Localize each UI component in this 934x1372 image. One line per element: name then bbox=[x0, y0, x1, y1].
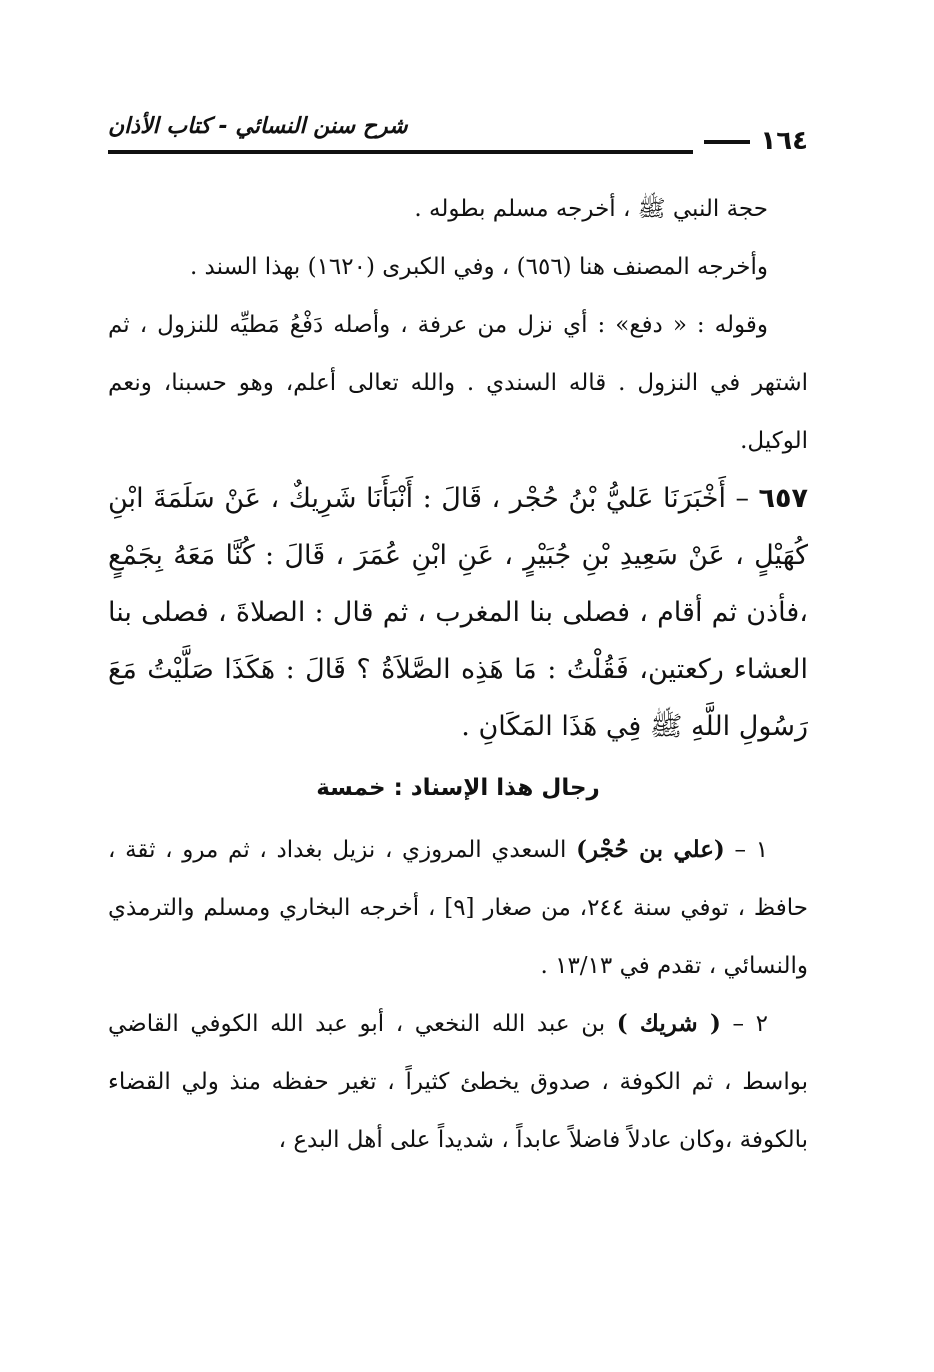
narrator-2-index: ٢ – bbox=[732, 1011, 768, 1037]
paragraph-2: وأخرجه المصنف هنا (٦٥٦) ، وفي الكبرى (١٦٢٠) بهذا السند . bbox=[189, 254, 768, 280]
narrator-2-name: ( شريك ) bbox=[616, 1010, 721, 1037]
narrator-1 bbox=[108, 821, 808, 995]
paragraph-1: حجة النبي ﷺ ، أخرجه مسلم بطوله . bbox=[414, 196, 768, 222]
narrator-2-text: بن عبد الله النخعي ، أبو عبد الله الكوفي القاضي بواسط ، ثم الكوفة ، صدوق يخطئ كثيراً ، تغير حفظه منذ ولي القضاء بالكوفة ،وكان عادلاً فاضلاً عابداً ، شديداً على أهل البدع ، bbox=[108, 1011, 808, 1153]
running-title: شرح سنن النسائي - كتاب الأذان bbox=[108, 114, 408, 139]
section-heading: رجال هذا الإسناد : خمسة bbox=[316, 775, 600, 801]
page-number bbox=[704, 126, 808, 156]
page-header bbox=[108, 108, 808, 168]
hadith-body: – أَخْبَرَنَا عَليُّ بْنُ حُجْر ، قَالَ : أَنْبَأَنَا شَرِيكٌ ، عَنْ سَلَمَةَ ابْنِ كُهَيْلٍ ، عَنْ سَعِيدِ بْنِ جُبَيْرٍ ، عَنِ ابْنِ عُمَرَ ، قَالَ : كُنَّا مَعَهُ بِجَمْعٍ ،فأذن ثم أقام ، فصلى بنا المغرب ، ثم قال : الصلاةَ ، فصلى بنا العشاء ركعتين، فَقُلْتُ : مَا هَذِه الصَّلاَةُ ؟ قَالَ : هَكَذَا صَلَّيْتُ مَعَ رَسُولِ اللَّهِ ﷺ فِي هَذَا المَكَانِ . bbox=[108, 483, 808, 742]
paragraph-3: وقوله : « دفع» : أي نزل من عرفة ، وأصله دَفْعُ مَطيِّه للنزول ، ثم اشتهر في النزول . قاله السندي . والله تعالى أعلم، وهو حسبنا، ونعم الوكيل. bbox=[108, 312, 808, 454]
narrator-1-text: السعدي المروزي ، نزيل بغداد ، ثم مرو ، ثقة ، حافظ ، توفي سنة ٢٤٤، من صغار [٩] ، أخرجه البخاري ومسلم والترمذي والنسائي ، تقدم في ١٣/١٣ . bbox=[108, 837, 808, 979]
narrator-1-name: (علي بن حُجْر) bbox=[576, 836, 725, 863]
hadith-text bbox=[108, 470, 808, 755]
hadith-number: ٦٥٧ bbox=[758, 483, 808, 514]
narrator-1-index: ١ – bbox=[734, 837, 769, 863]
page-number-value: ١٦٤ bbox=[760, 126, 808, 156]
page-body bbox=[108, 180, 808, 1169]
narrator-2 bbox=[108, 995, 808, 1169]
header-rule bbox=[108, 150, 693, 154]
page-number-dash bbox=[704, 140, 750, 144]
